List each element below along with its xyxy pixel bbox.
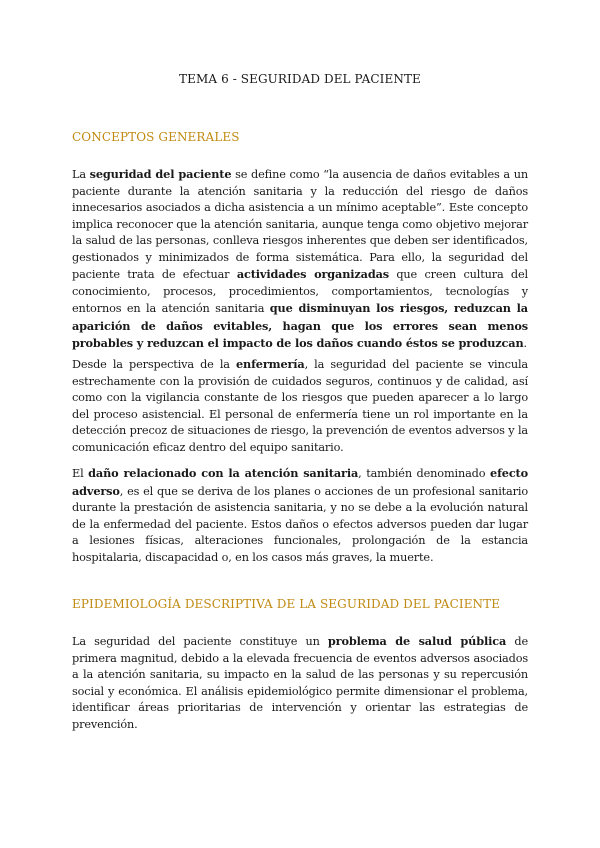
bold-term: problema de salud pública	[327, 634, 507, 648]
text-run: de primera magnitud, debido a la elevada frecuencia de eventos adversos asociados a la atención sanitaria, su impacto en la salud de las personas y su repercusión social y económica. El análisis epidemiológico permite dimensionar el problema, identificar áreas prioritarias de intervención y orientar las estrategias de prevención.	[72, 635, 528, 731]
paragraph-enfermeria	[72, 356, 528, 456]
text-run: , la seguridad del paciente se vincula estrechamente con la provisión de cuidados seguros, continuos y de calidad, así como con la vigilancia constante de los riesgos que pueden aparecer a lo largo del proceso asistencial. El personal de enfermería tiene un rol importante en la detección precoz de situaciones de riesgo, la prevención de eventos adversos y la comunicación eficaz dentro del equipo sanitario.	[72, 358, 528, 454]
text-run: se define como “la ausencia de daños evitables a un paciente durante la atención sanitaria y la reducción del riesgo de daños innecesarios asociados a dicha asistencia a un mínimo aceptable”. Este concepto implica reconocer que la atención sanitaria, aunque tenga como objetivo mejorar la salud de las personas, conlleva riesgos inherentes que deben ser identificados, gestionados y minimizados de forma sistemática. Para ello, la seguridad del paciente trata de efectuar	[72, 168, 528, 281]
text-run: , también denominado	[358, 467, 491, 480]
paragraph-definicion	[72, 166, 528, 353]
text-run: Desde la perspectiva de la	[72, 358, 236, 371]
paragraph-salud-publica	[72, 633, 528, 733]
bold-term: que disminuyan los riesgos, reduzcan la aparición de daños evitables, hagan que los errores sean menos probables y reduzcan el impacto de los daños cuando éstos se produzcan	[72, 301, 528, 350]
section-heading-conceptos: CONCEPTOS GENERALES	[72, 130, 240, 144]
bold-term: efecto adverso	[72, 466, 528, 498]
text-run: La seguridad del paciente constituye un	[72, 635, 328, 648]
text-run: La	[72, 168, 90, 181]
text-run: .	[523, 337, 527, 350]
text-run: El	[72, 467, 89, 480]
bold-term: actividades organizadas	[236, 267, 389, 281]
bold-term: enfermería	[236, 357, 305, 371]
text-run: que creen cultura del conocimiento, procesos, procedimientos, comportamientos, tecnologías y entornos en la atención sanitaria	[72, 268, 529, 315]
bold-term: daño relacionado con la atención sanitaria	[88, 466, 359, 480]
section-heading-epidemiologia: EPIDEMIOLOGÍA DESCRIPTIVA DE LA SEGURIDAD DEL PACIENTE	[72, 597, 501, 611]
document-title: TEMA 6 - SEGURIDAD DEL PACIENTE	[179, 72, 421, 86]
paragraph-dano	[72, 465, 528, 566]
bold-term: seguridad del paciente	[89, 167, 232, 181]
text-run: , es el que se deriva de los planes o acciones de un profesional sanitario durante la prestación de asistencia sanitaria, y no se debe a la evolución natural de la enfermedad del paciente. Estos daños o efectos adversos pueden dar lugar a lesiones físicas, alteraciones funcionales, prolongación de la estancia hospitalaria, discapacidad o, en los casos más graves, la muerte.	[72, 484, 528, 564]
